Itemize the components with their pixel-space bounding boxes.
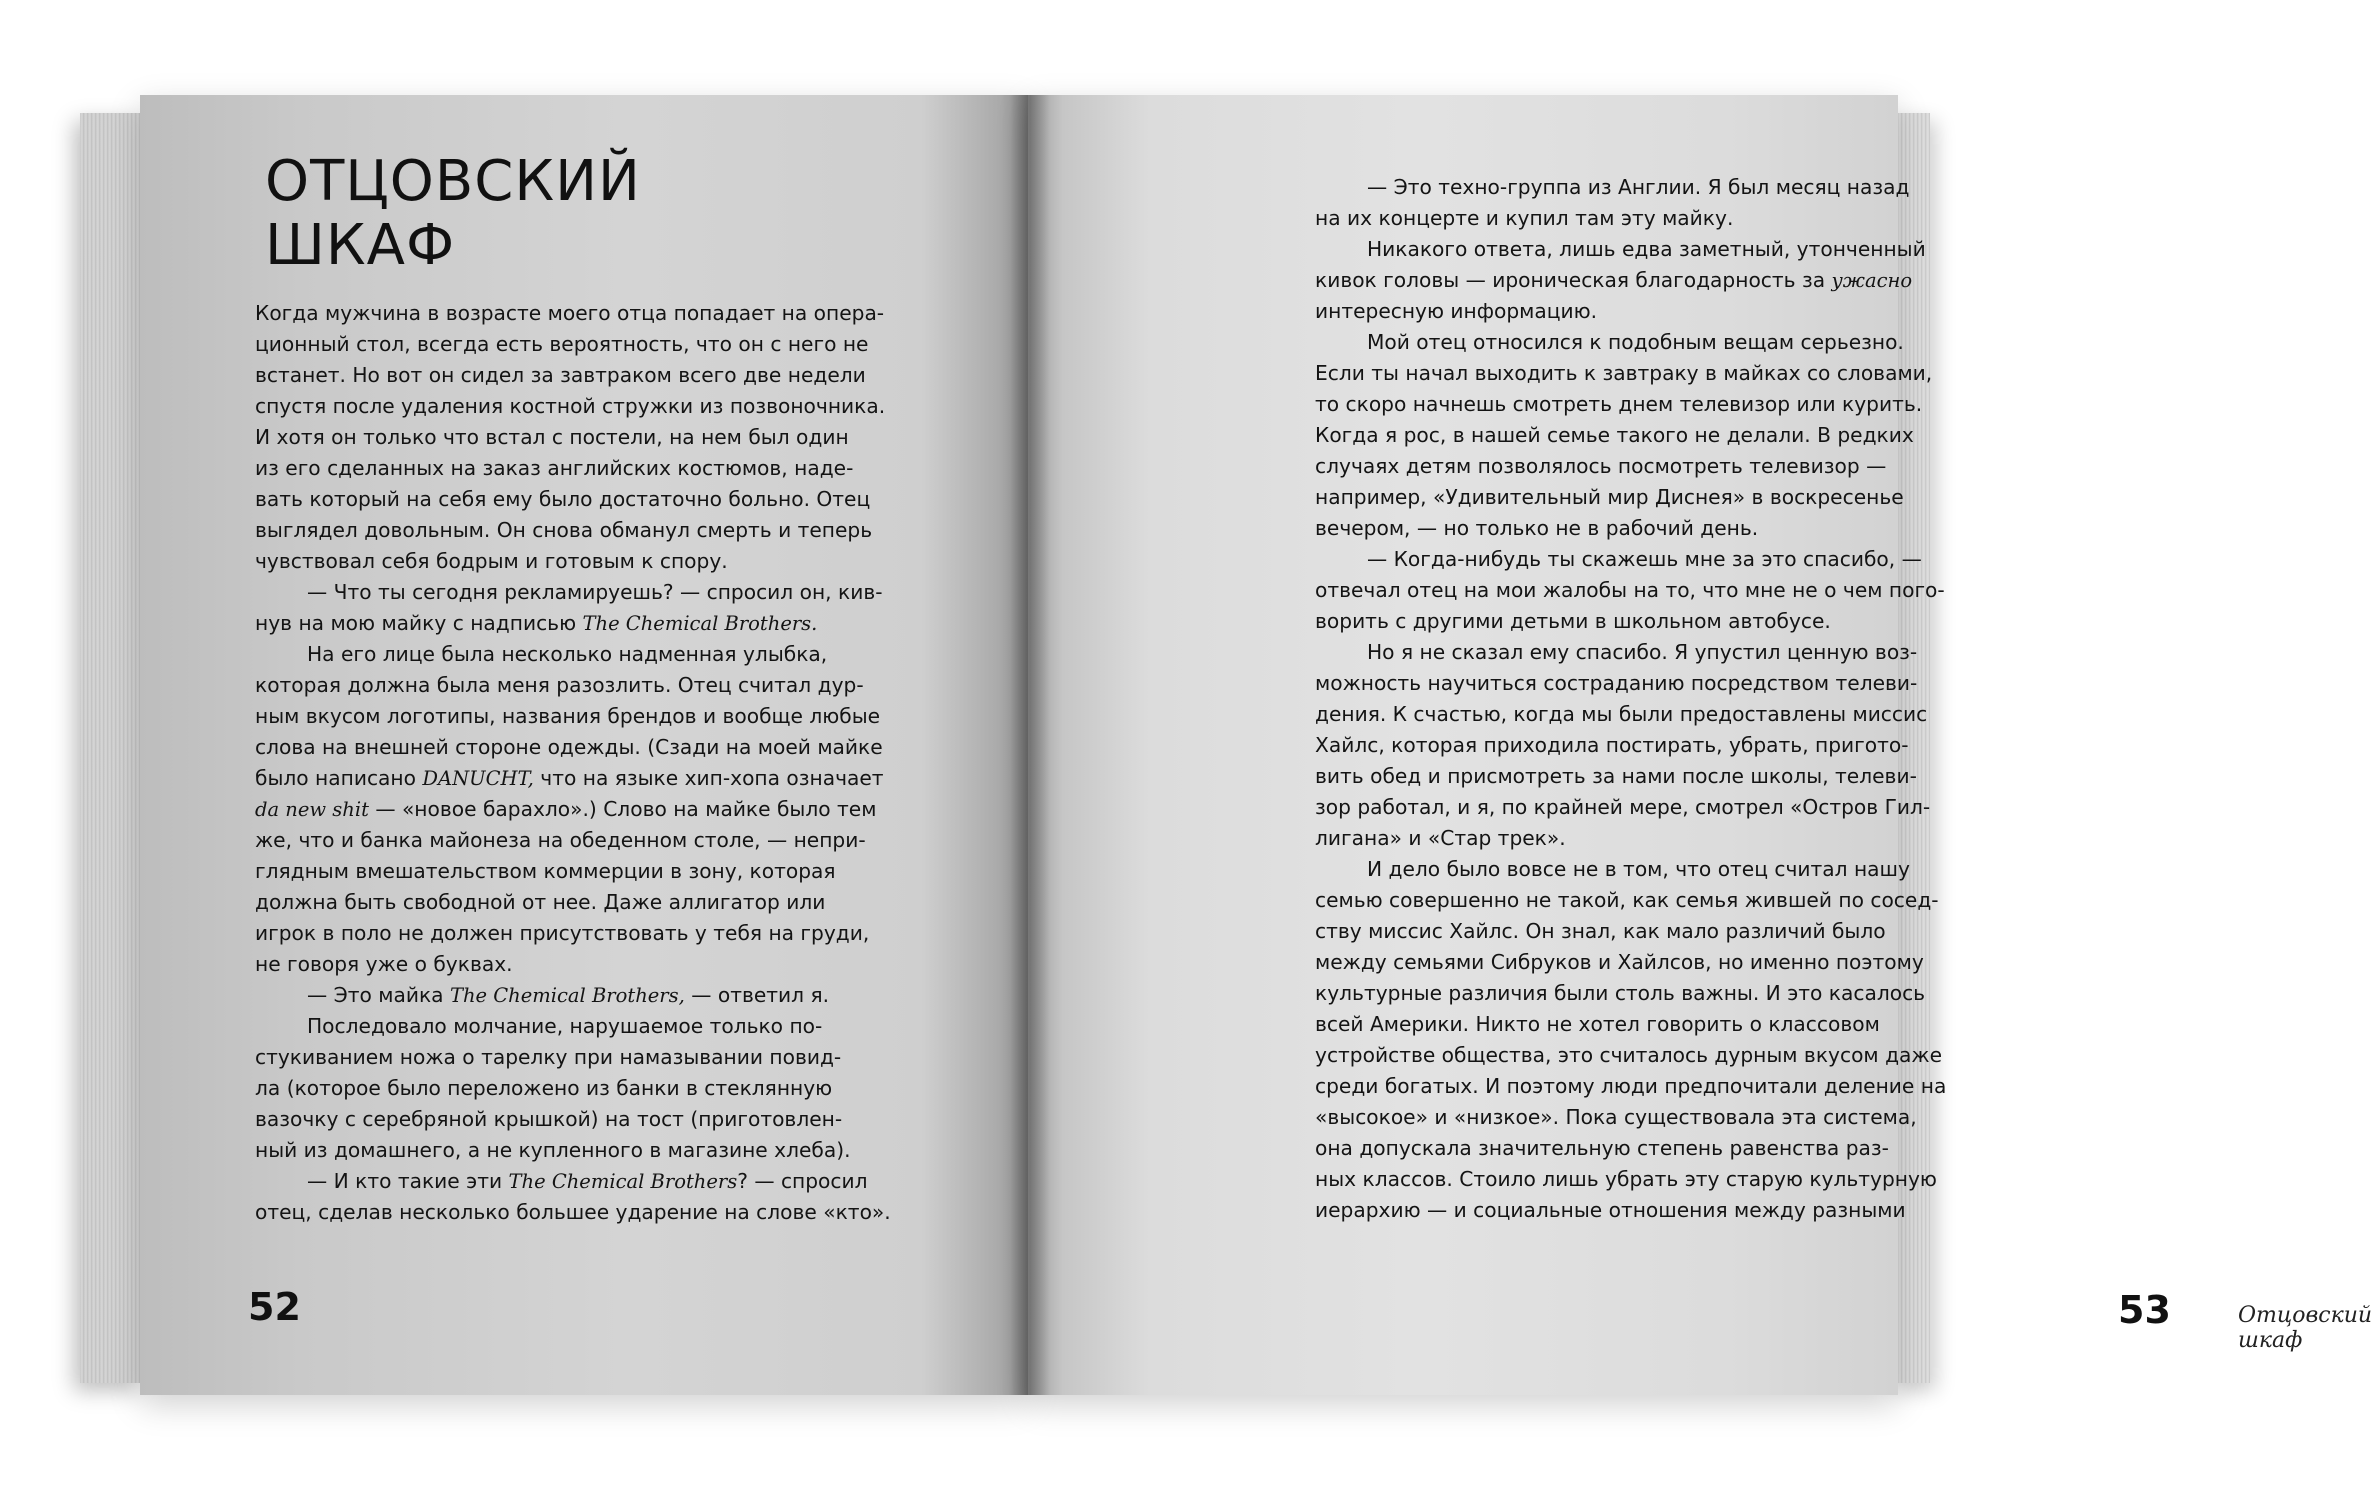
- text-line: [1315, 482, 1925, 513]
- text-run: ных классов. Стоило лишь убрать эту старую культурную: [1315, 1167, 1937, 1191]
- text-line: [255, 515, 885, 546]
- text-run: Когда я рос, в нашей семье такого не делали. В редких: [1315, 423, 1914, 447]
- text-line: [255, 856, 885, 887]
- text-line: [1315, 420, 1925, 451]
- text-run: нув на мою майку с надписью: [255, 611, 583, 635]
- left-page-edges: [80, 113, 142, 1383]
- text-line: [255, 1166, 885, 1197]
- text-run: глядным вмешательством коммерции в зону, которая: [255, 859, 836, 883]
- text-line: [255, 329, 885, 360]
- text-line: [1315, 513, 1925, 544]
- chapter-title-line: ОТЦОВСКИЙ: [265, 149, 641, 214]
- text-run: И дело было вовсе не в том, что отец считал нашу: [1367, 857, 1910, 881]
- text-run: интересную информацию.: [1315, 299, 1598, 323]
- text-run: то скоро начнешь смотреть днем телевизор или курить.: [1315, 392, 1923, 416]
- text-run: Хайлс, которая приходила постирать, убрать, пригото-: [1315, 733, 1909, 757]
- text-line: [255, 453, 885, 484]
- text-run: встанет. Но вот он сидел за завтраком всего две недели: [255, 363, 866, 387]
- text-line: [255, 1011, 885, 1042]
- text-line: [255, 887, 885, 918]
- text-line: [1315, 296, 1925, 327]
- text-run: было написано: [255, 766, 423, 790]
- text-line: [255, 1104, 885, 1135]
- text-run: вечером, — но только не в рабочий день.: [1315, 516, 1759, 540]
- text-run: — Что ты сегодня рекламируешь? — спросил он, кив-: [307, 580, 883, 604]
- text-line: [1315, 1102, 1925, 1133]
- italic-text: The Chemical Brothers,: [449, 984, 685, 1007]
- text-run: вить обед и присмотреть за нами после школы, телеви-: [1315, 764, 1917, 788]
- text-run: Когда мужчина в возрасте моего отца попадает на опера-: [255, 301, 885, 325]
- text-line: [255, 1197, 891, 1228]
- text-line: [255, 980, 885, 1011]
- text-line: [1315, 451, 1925, 482]
- text-run: ? — спросил: [737, 1169, 868, 1193]
- text-run: вать который на себя ему было достаточно больно. Отец: [255, 487, 871, 511]
- text-run: Никакого ответа, лишь едва заметный, утонченный: [1367, 237, 1926, 261]
- text-run: же, что и банка майонеза на обеденном столе, — непри-: [255, 828, 866, 852]
- text-line: [1315, 172, 1925, 203]
- text-line: [1315, 978, 1925, 1009]
- text-line: [1315, 792, 1931, 823]
- text-line: [1315, 544, 1925, 575]
- text-run: Но я не сказал ему спасибо. Я упустил ценную воз-: [1367, 640, 1918, 664]
- text-line: [255, 918, 885, 949]
- text-line: [255, 732, 885, 763]
- text-line: [1315, 389, 1925, 420]
- text-line: [255, 949, 885, 980]
- text-run: устройстве общества, это считалось дурным вкусом даже: [1315, 1043, 1943, 1067]
- text-line: [255, 670, 885, 701]
- text-line: [1315, 265, 1925, 296]
- text-run: ворить с другими детьми в школьном автобусе.: [1315, 609, 1831, 633]
- text-line: [255, 546, 885, 577]
- text-run: — ответил я.: [684, 983, 830, 1007]
- text-line: [1315, 1071, 1947, 1102]
- text-line: [255, 577, 885, 608]
- text-line: [1315, 916, 1925, 947]
- text-run: Если ты начал выходить к завтраку в майках со словами,: [1315, 361, 1933, 385]
- text-run: отвечал отец на мои жалобы на то, что мне не о чем пого-: [1315, 578, 1945, 602]
- text-run: «высокое» и «низкое». Пока существовала эта система,: [1315, 1105, 1917, 1129]
- text-line: [255, 1073, 885, 1104]
- text-line: [1315, 358, 1933, 389]
- page-number-right: 53: [2118, 1288, 2171, 1332]
- text-run: например, «Удивительный мир Диснея» в воскресенье: [1315, 485, 1904, 509]
- text-run: она допускала значительную степень равенства раз-: [1315, 1136, 1889, 1160]
- text-line: [255, 608, 885, 639]
- text-run: Последовало молчание, нарушаемое только по-: [307, 1014, 823, 1038]
- text-run: которая должна была меня разозлить. Отец считал дур-: [255, 673, 864, 697]
- text-run: культурные различия были столь важны. И это касалось: [1315, 981, 1926, 1005]
- text-run: что на языке хип-хопа означает: [533, 766, 884, 790]
- text-line: [255, 1135, 885, 1166]
- text-run: отец, сделав несколько большее ударение на слове «кто».: [255, 1200, 891, 1224]
- text-line: [255, 794, 885, 825]
- text-line: [255, 360, 885, 391]
- text-line: [255, 298, 885, 329]
- text-run: кивок головы — ироническая благодарность за: [1315, 268, 1832, 292]
- text-run: случаях детям позволялось посмотреть телевизор —: [1315, 454, 1887, 478]
- text-run: выглядел довольным. Он снова обманул смерть и теперь: [255, 518, 873, 542]
- text-run: дения. К счастью, когда мы были предоставлены миссис: [1315, 702, 1928, 726]
- text-line: [1315, 947, 1925, 978]
- text-run: — Это техно-группа из Англии. Я был месяц назад: [1367, 175, 1910, 199]
- text-run: — «новое барахло».) Слово на майке было тем: [368, 797, 877, 821]
- text-line: [1315, 606, 1925, 637]
- text-run: ционный стол, всегда есть вероятность, что он с него не: [255, 332, 869, 356]
- text-run: между семьями Сибруков и Хайлсов, но именно поэтому: [1315, 950, 1924, 974]
- text-run: среди богатых. И поэтому люди предпочитали деление на: [1315, 1074, 1947, 1098]
- text-line: [1315, 1133, 1925, 1164]
- italic-text: The Chemical Brothers: [508, 1170, 738, 1193]
- text-line: [255, 763, 885, 794]
- text-run: ным вкусом логотипы, названия брендов и вообще любые: [255, 704, 881, 728]
- text-line: [1315, 823, 1925, 854]
- text-line: [255, 391, 885, 422]
- text-line: [1315, 885, 1939, 916]
- text-run: зор работал, и я, по крайней мере, смотрел «Остров Гил-: [1315, 795, 1931, 819]
- open-book: [80, 95, 2372, 1395]
- italic-text: The Chemical Brothers.: [582, 612, 818, 635]
- text-line: [1315, 668, 1925, 699]
- italic-text: DANUCHT,: [422, 767, 534, 790]
- text-line: [1315, 1164, 1937, 1195]
- text-run: — Это майка: [307, 983, 450, 1007]
- text-run: ству миссис Хайлс. Он знал, как мало различий было: [1315, 919, 1886, 943]
- text-run: — И кто такие эти: [307, 1169, 509, 1193]
- text-run: семью совершенно не такой, как семья жившей по сосед-: [1315, 888, 1939, 912]
- text-line: [1315, 699, 1928, 730]
- text-line: [1315, 203, 1925, 234]
- text-run: лигана» и «Стар трек».: [1315, 826, 1566, 850]
- text-run: можность научиться состраданию посредством телеви-: [1315, 671, 1918, 695]
- text-line: [1315, 575, 1945, 606]
- text-run: На его лице была несколько надменная улыбка,: [307, 642, 828, 666]
- text-run: иерархию — и социальные отношения между разными: [1315, 1198, 1906, 1222]
- text-run: — Когда-нибудь ты скажешь мне за это спасибо, —: [1367, 547, 1922, 571]
- chapter-title: [265, 150, 641, 278]
- text-run: вазочку с серебряной крышкой) на тост (приготовлен-: [255, 1107, 843, 1131]
- text-line: [1315, 1195, 1925, 1226]
- right-body-text: [1315, 172, 1947, 1226]
- text-line: [1315, 1040, 1943, 1071]
- text-line: [255, 484, 885, 515]
- text-line: [1315, 854, 1925, 885]
- text-line: [1315, 1009, 1925, 1040]
- italic-text: ужасно: [1831, 269, 1913, 292]
- text-run: игрок в поло не должен присутствовать у тебя на груди,: [255, 921, 870, 945]
- text-line: [255, 1042, 885, 1073]
- text-run: на их концерте и купил там эту майку.: [1315, 206, 1734, 230]
- text-run: не говоря уже о буквах.: [255, 952, 513, 976]
- text-run: Мой отец относился к подобным вещам серьезно.: [1367, 330, 1904, 354]
- text-line: [1315, 761, 1925, 792]
- text-run: спустя после удаления костной стружки из позвоночника.: [255, 394, 886, 418]
- book-gutter: [1010, 95, 1050, 1395]
- text-line: [255, 825, 885, 856]
- left-body-text: [255, 298, 891, 1228]
- text-run: стукиванием ножа о тарелку при намазывании повид-: [255, 1045, 842, 1069]
- text-line: [1315, 637, 1925, 668]
- text-line: [255, 422, 885, 453]
- text-run: должна быть свободной от нее. Даже аллигатор или: [255, 890, 826, 914]
- text-run: всей Америки. Никто не хотел говорить о классовом: [1315, 1012, 1880, 1036]
- running-head: Отцовский шкаф: [2238, 1303, 2372, 1353]
- text-run: ла (которое было переложено из банки в стеклянную: [255, 1076, 833, 1100]
- chapter-title-line: ШКАФ: [265, 213, 456, 278]
- italic-text: da new shit: [255, 798, 369, 821]
- text-line: [255, 639, 885, 670]
- text-line: [1315, 730, 1925, 761]
- text-run: И хотя он только что встал с постели, на нем был один: [255, 425, 849, 449]
- text-run: слова на внешней стороне одежды. (Сзади на моей майке: [255, 735, 883, 759]
- text-run: чувствовал себя бодрым и готовым к спору.: [255, 549, 728, 573]
- text-line: [1315, 327, 1925, 358]
- text-run: из его сделанных на заказ английских костюмов, наде-: [255, 456, 854, 480]
- text-line: [255, 701, 885, 732]
- text-line: [1315, 234, 1925, 265]
- text-run: ный из домашнего, а не купленного в магазине хлеба).: [255, 1138, 851, 1162]
- page-number-left: 52: [248, 1285, 301, 1329]
